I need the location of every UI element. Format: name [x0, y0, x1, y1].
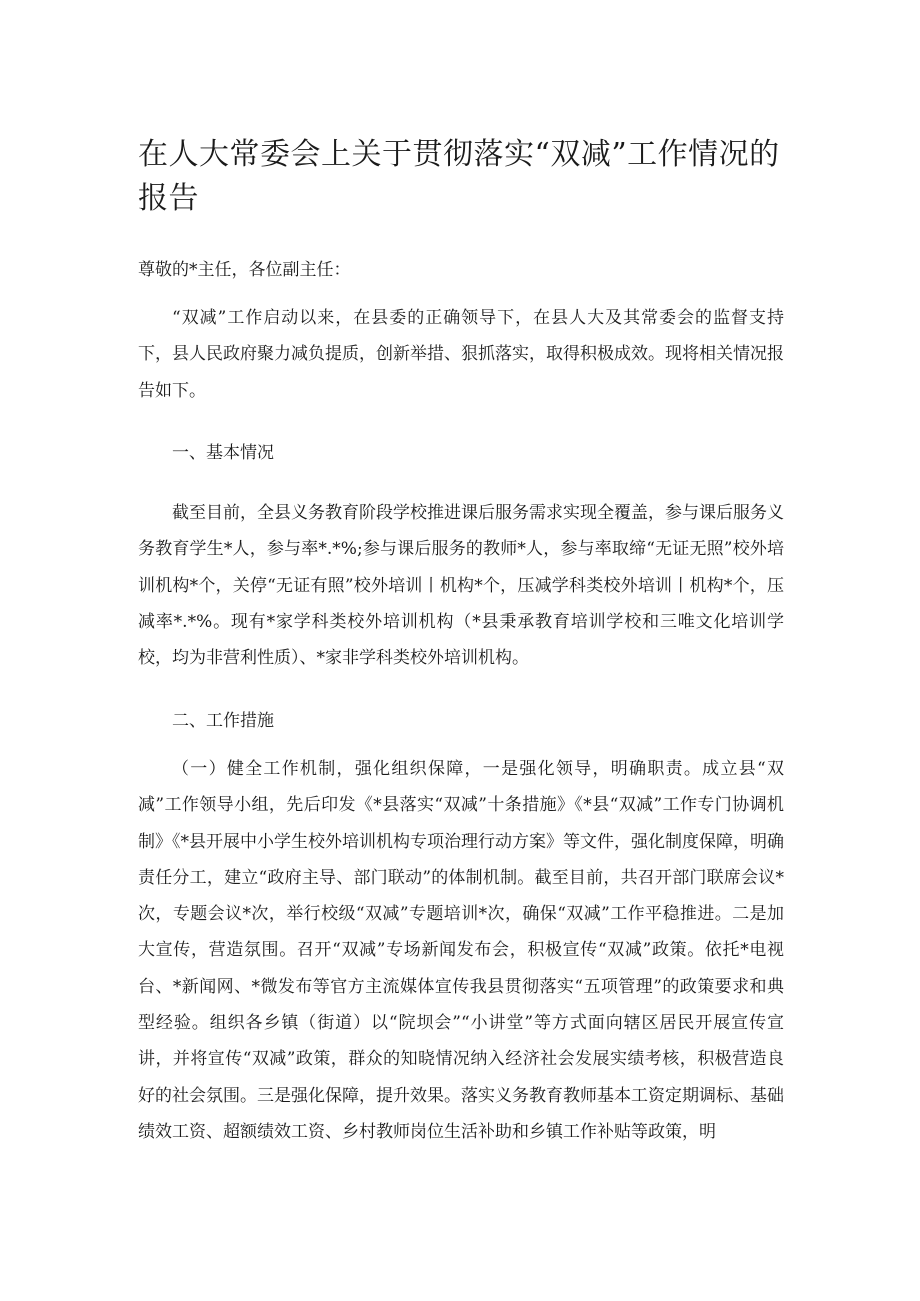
salutation: 尊敬的*主任，各位副主任：: [138, 260, 351, 280]
section-heading-basic: 一、基本情况: [172, 443, 274, 463]
section-heading-measures: 二、工作措施: [172, 711, 274, 731]
section-body-basic: 截至目前，全县义务教育阶段学校推进课后服务需求实现全覆盖，参与课后服务义务教育学生*人，参与率*.*%;参与课后服务的教师*人，参与率取缔“无证无照”校外培训机构*个，关停“无证有照”校外培训丨机构*个，压减学科类校外培训丨机构*个，压减率*.*%。现有*家学科类校外培训机构（*县秉承教育培训学校和三唯文化培训学校，均为非营利性质）、*家非学科类校外培训机构。: [138, 503, 784, 669]
section-body-measures: （一）健全工作机制，强化组织保障，一是强化领导，明确职责。成立县“双减”工作领导小组，先后印发《*县落实“双减”十条措施》《*县“双减”工作专门协调机制》《*县开展中小学生校外培训机构专项治理行动方案》等文件，强化制度保障，明确责任分工，建立“政府主导、部门联动”的体制机制。截至目前，共召开部门联席会议*次，专题会议*次，举行校级“双减”专题培训*次，确保“双减”工作平稳推进。二是加大宣传，营造氛围。召开“双减”专场新闻发布会，积极宣传“双减”政策。依托*电视台、*新闻网、*微发布等官方主流媒体宣传我县贯彻落实“五项管理”的政策要求和典型经验。组织各乡镇（街道）以“院坝会”“小讲堂”等方式面向辖区居民开展宣传宣讲，并将宣传“双减”政策，群众的知晓情况纳入经济社会发展实绩考核，积极营造良好的社会氛围。三是强化保障，提升效果。落实义务教育教师基本工资定期调标、基础绩效工资、超额绩效工资、乡村教师岗位生活补助和乡镇工作补贴等政策，明: [138, 759, 784, 1142]
document-title: 在人大常委会上关于贯彻落实“双减”工作情况的报告: [138, 137, 780, 216]
intro-paragraph: “双减”工作启动以来，在县委的正确领导下，在县人大及其常委会的监督支持下，县人民政府聚力减负提质，创新举措、狠抓落实，取得积极成效。现将相关情况报告如下。: [138, 308, 784, 401]
